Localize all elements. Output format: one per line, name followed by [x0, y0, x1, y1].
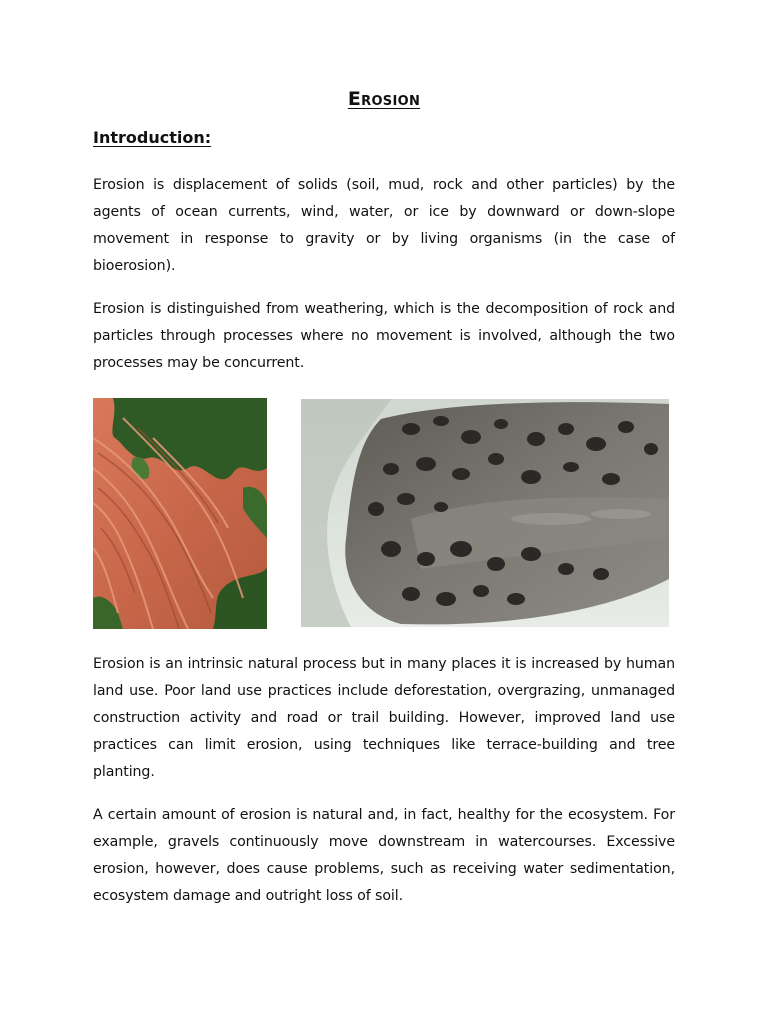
paragraph-human-land-use: Erosion is an intrinsic natural process but in many places it is increased by human land use. Poor land use practices include deforestation, overgrazing, unmanaged construction activity and road or trail building. However, improved land use practices can limit erosion, using techniques like terrace-building and tree planting. — [93, 656, 675, 780]
paragraph-natural-erosion: A certain amount of erosion is natural and, in fact, healthy for the ecosystem. For example, gravels continuously move downstream in watercourses. Excessive erosion, however, does cause problems, such as receiving water sedimentation, ecosystem damage and outright loss of soil. — [93, 807, 675, 904]
paragraph-definition: Erosion is displacement of solids (soil, mud, rock and other particles) by the agents of ocean currents, wind, water, or ice by downward or down-slope movement in response to gravity or by living organisms (in the case of bioerosion). — [93, 177, 675, 274]
document-title: Erosion — [347, 88, 421, 110]
badlands-erosion-photo — [93, 398, 267, 629]
badlands-erosion-illustration — [93, 398, 267, 629]
paragraph-weathering: Erosion is distinguished from weathering, which is the decomposition of rock and particles through processes where no movement is involved, although the two processes may be concurrent. — [93, 301, 675, 371]
document-page — [93, 0, 675, 1024]
section-heading: Introduction: — [93, 128, 212, 147]
eroded-rock-illustration — [301, 399, 669, 627]
eroded-rock-photo — [301, 399, 669, 627]
